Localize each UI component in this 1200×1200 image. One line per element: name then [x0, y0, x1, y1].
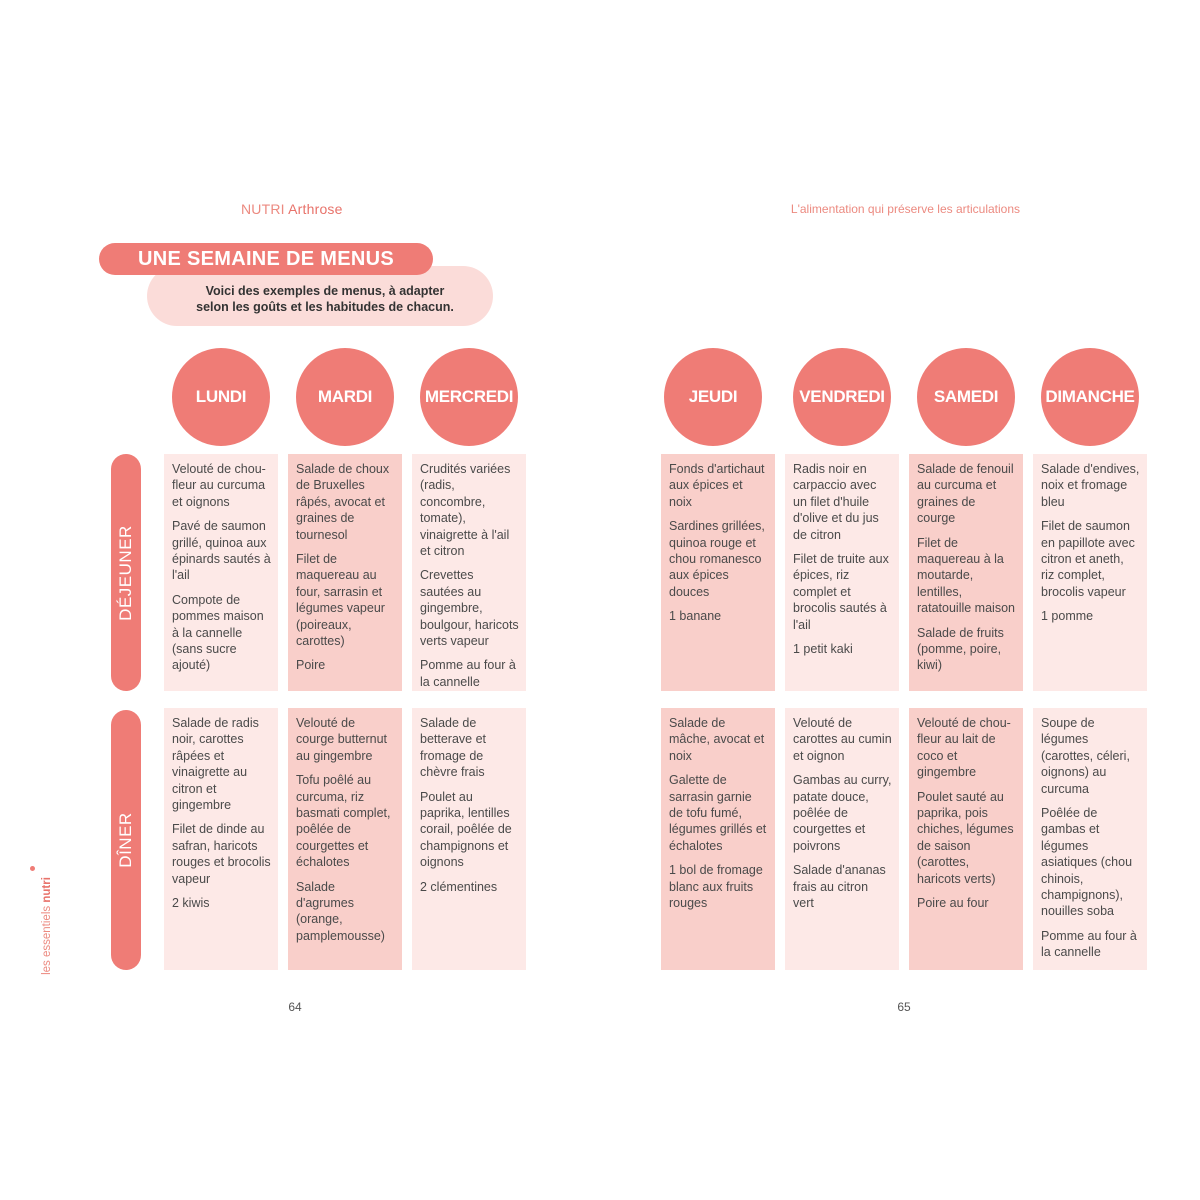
menu-item: Poulet au paprika, lentilles corail, poêlée de champignons et oignons [420, 789, 512, 870]
running-header-left [241, 201, 343, 217]
header-book-title: Arthrose [288, 201, 343, 217]
menu-item: 1 bol de fromage blanc aux fruits rouges [669, 863, 763, 911]
menu-item: Velouté de chou-fleur au curcuma et oignons [172, 462, 266, 509]
menu-cell-mardi-dinner [288, 708, 402, 970]
menu-item: Velouté de chou-fleur au lait de coco et gingembre [917, 716, 1011, 780]
menu-cell-dimanche-lunch [1033, 454, 1147, 691]
brand-bold: nutri [41, 877, 53, 903]
day-header-mercredi: MERCREDI [420, 348, 518, 446]
menu-item: Filet de truite aux épices, riz complet et brocolis sautés à l'ail [793, 552, 889, 632]
menu-item: Compote de pommes maison à la cannelle (sans sucre ajouté) [172, 592, 264, 673]
menu-item: Soupe de légumes (carottes, céleri, oignons) au curcuma [1041, 716, 1130, 796]
menu-item: 2 clémentines [420, 879, 498, 894]
menu-item: Crevettes sautées au gingembre, boulgour, haricots verts vapeur [420, 568, 519, 649]
day-header-dimanche: DIMANCHE [1041, 348, 1139, 446]
menu-item: Crudités variées (radis, concombre, tomate), vinaigrette à l'ail et citron [420, 462, 511, 559]
brand-dot-icon [30, 866, 35, 871]
row-label-lunch-text: DÉJEUNER [116, 524, 135, 621]
menu-cell-mercredi-lunch [412, 454, 526, 691]
menu-item: Filet de saumon en papillote avec citron et aneth, riz complet, brocolis vapeur [1041, 519, 1135, 599]
menu-cell-lundi-dinner [164, 708, 278, 970]
menu-item: Salade de radis noir, carottes râpées et vinaigrette au citron et gingembre [172, 716, 259, 813]
menu-item: 1 pomme [1041, 609, 1094, 624]
menu-item: Salade de fruits (pomme, poire, kiwi) [917, 625, 1004, 673]
menu-item: Gambas au curry, patate douce, poêlée de courgettes et poivrons [793, 773, 892, 853]
menu-cell-lundi-lunch [164, 454, 278, 691]
day-header-vendredi: VENDREDI [793, 348, 891, 446]
menu-item: Velouté de carottes au cumin et oignon [793, 716, 892, 763]
page-title: UNE SEMAINE DE MENUS [99, 243, 433, 275]
menu-item: Pavé de saumon grillé, quinoa aux épinards sautés à l'ail [172, 519, 271, 583]
menu-item: Salade de betterave et fromage de chèvre frais [420, 716, 487, 780]
menu-item: Poêlée de gambas et légumes asiatiques (chou chinois, champignons), nouilles soba [1041, 806, 1133, 919]
page-number-left: 64 [288, 1000, 302, 1014]
menu-item: Salade d'agrumes (orange, pamplemousse) [296, 879, 385, 943]
menu-cell-vendredi-dinner [785, 708, 899, 970]
row-label-dinner-text: DÎNER [116, 812, 135, 868]
menu-cell-mercredi-dinner [412, 708, 526, 970]
menu-item: 1 petit kaki [793, 642, 853, 657]
menu-item: Poulet sauté au paprika, pois chiches, légumes de saison (carottes, haricots verts) [917, 789, 1014, 886]
menu-item: Sardines grillées, quinoa rouge et chou romanesco aux épices douces [669, 519, 765, 599]
menu-cell-samedi-lunch [909, 454, 1023, 691]
menu-item: Pomme au four à la cannelle [1041, 928, 1137, 960]
menu-cell-dimanche-dinner [1033, 708, 1147, 970]
menu-item: Poire [296, 658, 326, 673]
menu-item: Radis noir en carpaccio avec un filet d'huile d'olive et du jus de citron [793, 462, 879, 542]
menu-item: Filet de maquereau à la moutarde, lentilles, ratatouille maison [917, 535, 1015, 616]
menu-item: Filet de maquereau au four, sarrasin et légumes vapeur (poireaux, carottes) [296, 552, 385, 649]
menu-item: Velouté de courge butternut au gingembre [296, 716, 388, 763]
menu-cell-vendredi-lunch [785, 454, 899, 691]
page-number-right: 65 [897, 1000, 911, 1014]
subtitle [180, 283, 470, 315]
menu-item: 2 kiwis [172, 896, 210, 911]
menu-item: Tofu poêlé au curcuma, riz basmati complet, poêlée de courgettes et échalotes [296, 773, 391, 870]
menu-item: 1 banane [669, 609, 722, 624]
brand-prefix: les essentiels [41, 905, 53, 975]
side-brand [41, 870, 53, 982]
menu-item: Salade de fenouil au curcuma et graines de courge [917, 462, 1014, 526]
header-prefix: NUTRI [241, 201, 285, 217]
menu-item: Salade d'ananas frais au citron vert [793, 863, 886, 911]
menu-item: Filet de dinde au safran, haricots rouges et brocolis vapeur [172, 822, 271, 886]
row-label-dinner [111, 710, 141, 970]
menu-cell-samedi-dinner [909, 708, 1023, 970]
subtitle-line-1: Voici des exemples de menus, à adapter [205, 284, 445, 298]
menu-item: Poire au four [917, 896, 989, 911]
menu-item: Fonds d'artichaut aux épices et noix [669, 462, 765, 509]
day-header-samedi: SAMEDI [917, 348, 1015, 446]
menu-cell-mardi-lunch [288, 454, 402, 691]
side-brand-text [41, 877, 53, 975]
day-header-jeudi: JEUDI [664, 348, 762, 446]
menu-item: Salade de choux de Bruxelles râpés, avocat et graines de tournesol [296, 462, 390, 542]
day-header-lundi: LUNDI [172, 348, 270, 446]
row-label-lunch [111, 454, 141, 691]
menu-item: Pomme au four à la cannelle [420, 658, 516, 689]
menu-item: Salade de mâche, avocat et noix [669, 716, 765, 763]
menu-cell-jeudi-lunch [661, 454, 775, 691]
menu-item: Salade d'endives, noix et fromage bleu [1041, 462, 1140, 509]
running-header-right: L'alimentation qui préserve les articulations [790, 202, 1020, 216]
menu-item: Galette de sarrasin garnie de tofu fumé, légumes grillés et échalotes [669, 773, 767, 853]
subtitle-line-2: selon les goûts et les habitudes de chacun. [196, 300, 454, 314]
day-header-mardi: MARDI [296, 348, 394, 446]
menu-cell-jeudi-dinner [661, 708, 775, 970]
